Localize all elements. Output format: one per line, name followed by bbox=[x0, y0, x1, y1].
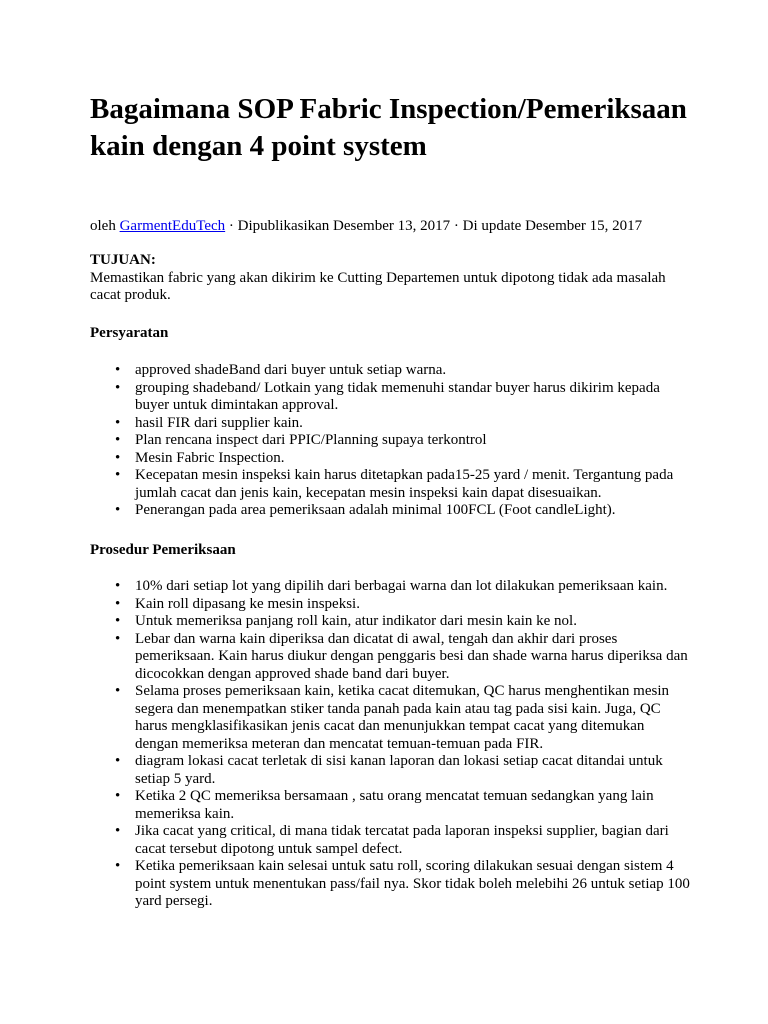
list-item: • Jika cacat yang critical, di mana tidak tercatat pada laporan inspeksi supplier, bagian dari cacat tersebut dipotong untuk sampel defect. bbox=[90, 823, 690, 858]
persyaratan-list bbox=[90, 362, 690, 520]
list-item: • Kain roll dipasang ke mesin inspeksi. bbox=[90, 596, 690, 614]
list-item: • Ketika 2 QC memeriksa bersamaan , satu orang mencatat temuan sedangkan yang lain memeriksa kain. bbox=[90, 788, 690, 823]
list-item: • Ketika pemeriksaan kain selesai untuk satu roll, scoring dilakukan sesuai dengan sistem 4 point system untuk menentukan pass/fail nya. Skor tidak boleh melebihi 26 untuk setiap 100 yard persegi. bbox=[90, 858, 690, 911]
list-item: • Mesin Fabric Inspection. bbox=[90, 450, 690, 468]
list-item: • Kecepatan mesin inspeksi kain harus ditetapkan pada15-25 yard / menit. Tergantung pada jumlah cacat dan jenis kain, kecepatan mesin inspeksi kain dapat disesuaikan. bbox=[90, 467, 690, 502]
publish-dates: · Dipublikasikan Desember 13, 2017 · Di update Desember 15, 2017 bbox=[225, 218, 643, 234]
list-item: • 10% dari setiap lot yang dipilih dari berbagai warna dan lot dilakukan pemeriksaan kain. bbox=[90, 578, 690, 596]
list-item: • Penerangan pada area pemeriksaan adalah minimal 100FCL (Foot candleLight). bbox=[90, 502, 690, 520]
list-item: • Plan rencana inspect dari PPIC/Planning supaya terkontrol bbox=[90, 432, 690, 450]
prosedur-list bbox=[90, 578, 690, 911]
list-item: • hasil FIR dari supplier kain. bbox=[90, 415, 690, 433]
list-item: • Selama proses pemeriksaan kain, ketika cacat ditemukan, QC harus menghentikan mesin segera dan menempatkan stiker tanda panah pada kain atau tag pada sisi kain. Juga, QC harus mengklasifikasikan jenis cacat dan menunjukkan tempat cacat yang ditemukan dengan memeriksa meteran dan mencatat temuan-temuan pada FIR. bbox=[90, 683, 690, 753]
tujuan-heading: TUJUAN: bbox=[90, 252, 156, 268]
list-item: • Lebar dan warna kain diperiksa dan dicatat di awal, tengah dan akhir dari proses pemeriksaan. Kain harus diukur dengan penggaris besi dan shade warna harus diperiksa dan dicocokkan dengan approved shade band dari buyer. bbox=[90, 631, 690, 684]
persyaratan-heading: Persyaratan bbox=[90, 325, 169, 341]
prosedur-heading: Prosedur Pemeriksaan bbox=[90, 542, 236, 558]
tujuan-text: Memastikan fabric yang akan dikirim ke Cutting Departemen untuk dipotong tidak ada masalah cacat produk. bbox=[90, 269, 666, 303]
byline bbox=[90, 217, 690, 235]
byline-prefix: oleh bbox=[90, 218, 120, 234]
page-title: Bagaimana SOP Fabric Inspection/Pemeriksaan kain dengan 4 point system bbox=[90, 93, 687, 162]
author-link[interactable]: GarmentEduTech bbox=[119, 218, 226, 234]
list-item: • Untuk memeriksa panjang roll kain, atur indikator dari mesin kain ke nol. bbox=[90, 613, 690, 631]
list-item: • diagram lokasi cacat terletak di sisi kanan laporan dan lokasi setiap cacat ditandai untuk setiap 5 yard. bbox=[90, 753, 690, 788]
list-item: • grouping shadeband/ Lotkain yang tidak memenuhi standar buyer harus dikirim kepada buyer untuk dimintakan approval. bbox=[90, 380, 690, 415]
tujuan-section bbox=[90, 252, 690, 305]
list-item: • approved shadeBand dari buyer untuk setiap warna. bbox=[90, 362, 690, 380]
